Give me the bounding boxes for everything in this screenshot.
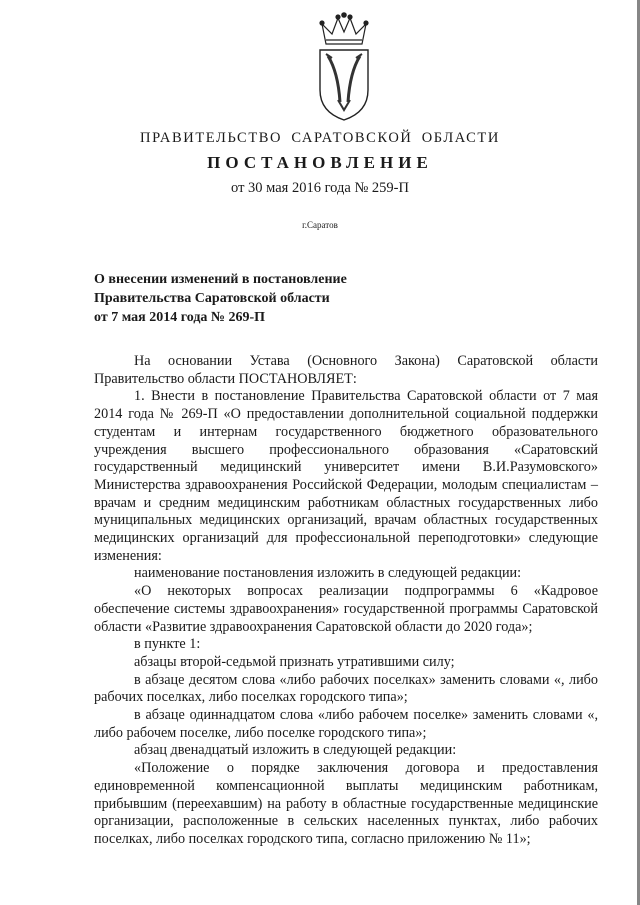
body-paragraph: в абзаце десятом слова «либо рабочих поселках» заменить словами «, либо рабочих поселках, либо поселках городского типа»;: [94, 671, 598, 706]
body-paragraph: абзац двенадцатый изложить в следующей редакции:: [134, 742, 457, 759]
subject-line: от 7 мая 2014 года № 269-П: [94, 310, 266, 325]
body-paragraph: наименование постановления изложить в следующей редакции:: [134, 565, 522, 582]
document-date-number: от 30 мая 2016 года № 259-П: [231, 180, 409, 196]
body-paragraph: в абзаце одиннадцатом слова «либо рабочем поселке» заменить словами «, либо рабочем поселке, либо поселке городского типа»;: [94, 707, 598, 741]
saratov-coat-of-arms-icon: [316, 12, 372, 122]
body-paragraph: «О некоторых вопросах реализации подпрограммы 6 «Кадровое обеспечение системы здравоохранения» государственной программы Саратовской области «Развитие здравоохранения Саратовской области до 2020 года»;: [94, 583, 598, 635]
body-paragraph: в пункте 1:: [134, 636, 201, 653]
body-paragraph: На основании Устава (Основного Закона) Саратовской области Правительство области ПОСТАНОВЛЯЕТ:: [94, 353, 598, 387]
document-type: ПОСТАНОВЛЕНИЕ: [207, 153, 433, 172]
body-paragraph: абзацы второй-седьмой признать утратившими силу;: [134, 653, 455, 670]
body-paragraph: 1. Внести в постановление Правительства Саратовской области от 7 мая 2014 года № 269-П «О предоставлении дополнительной социальной поддержки студентам и интернам государственного бюджетного образовательного учреждения высшего профессионального образования «Саратовский государственный медицинский университет имени В.И.Разумовского» Министерства здравоохранения Российской Федерации, молодым специалистам – врачам и средним медицинским работникам областных государственных либо муниципальных медицинских организаций, врачам областных государственных медицинских организаций для профессиональной переподготовки» следующие изменения:: [94, 388, 598, 564]
body-paragraph: «Положение о порядке заключения договора и предоставления единовременной компенсационной выплаты медицинским работникам, прибывшим (переехавшим) на работу в областные государственные медицинские организации, расположенные в сельских населенных пунктах, либо рабочих поселках, либо поселках городского типа, согласно приложению № 11»;: [94, 760, 598, 847]
document-body: [94, 353, 598, 849]
document-subject: [94, 270, 414, 327]
subject-line: О внесении изменений в постановление: [94, 272, 347, 287]
subject-line: Правительства Саратовской области: [94, 291, 330, 306]
government-title: ПРАВИТЕЛЬСТВО САРАТОВСКОЙ ОБЛАСТИ: [140, 130, 500, 146]
document-city: г.Саратов: [302, 220, 338, 230]
